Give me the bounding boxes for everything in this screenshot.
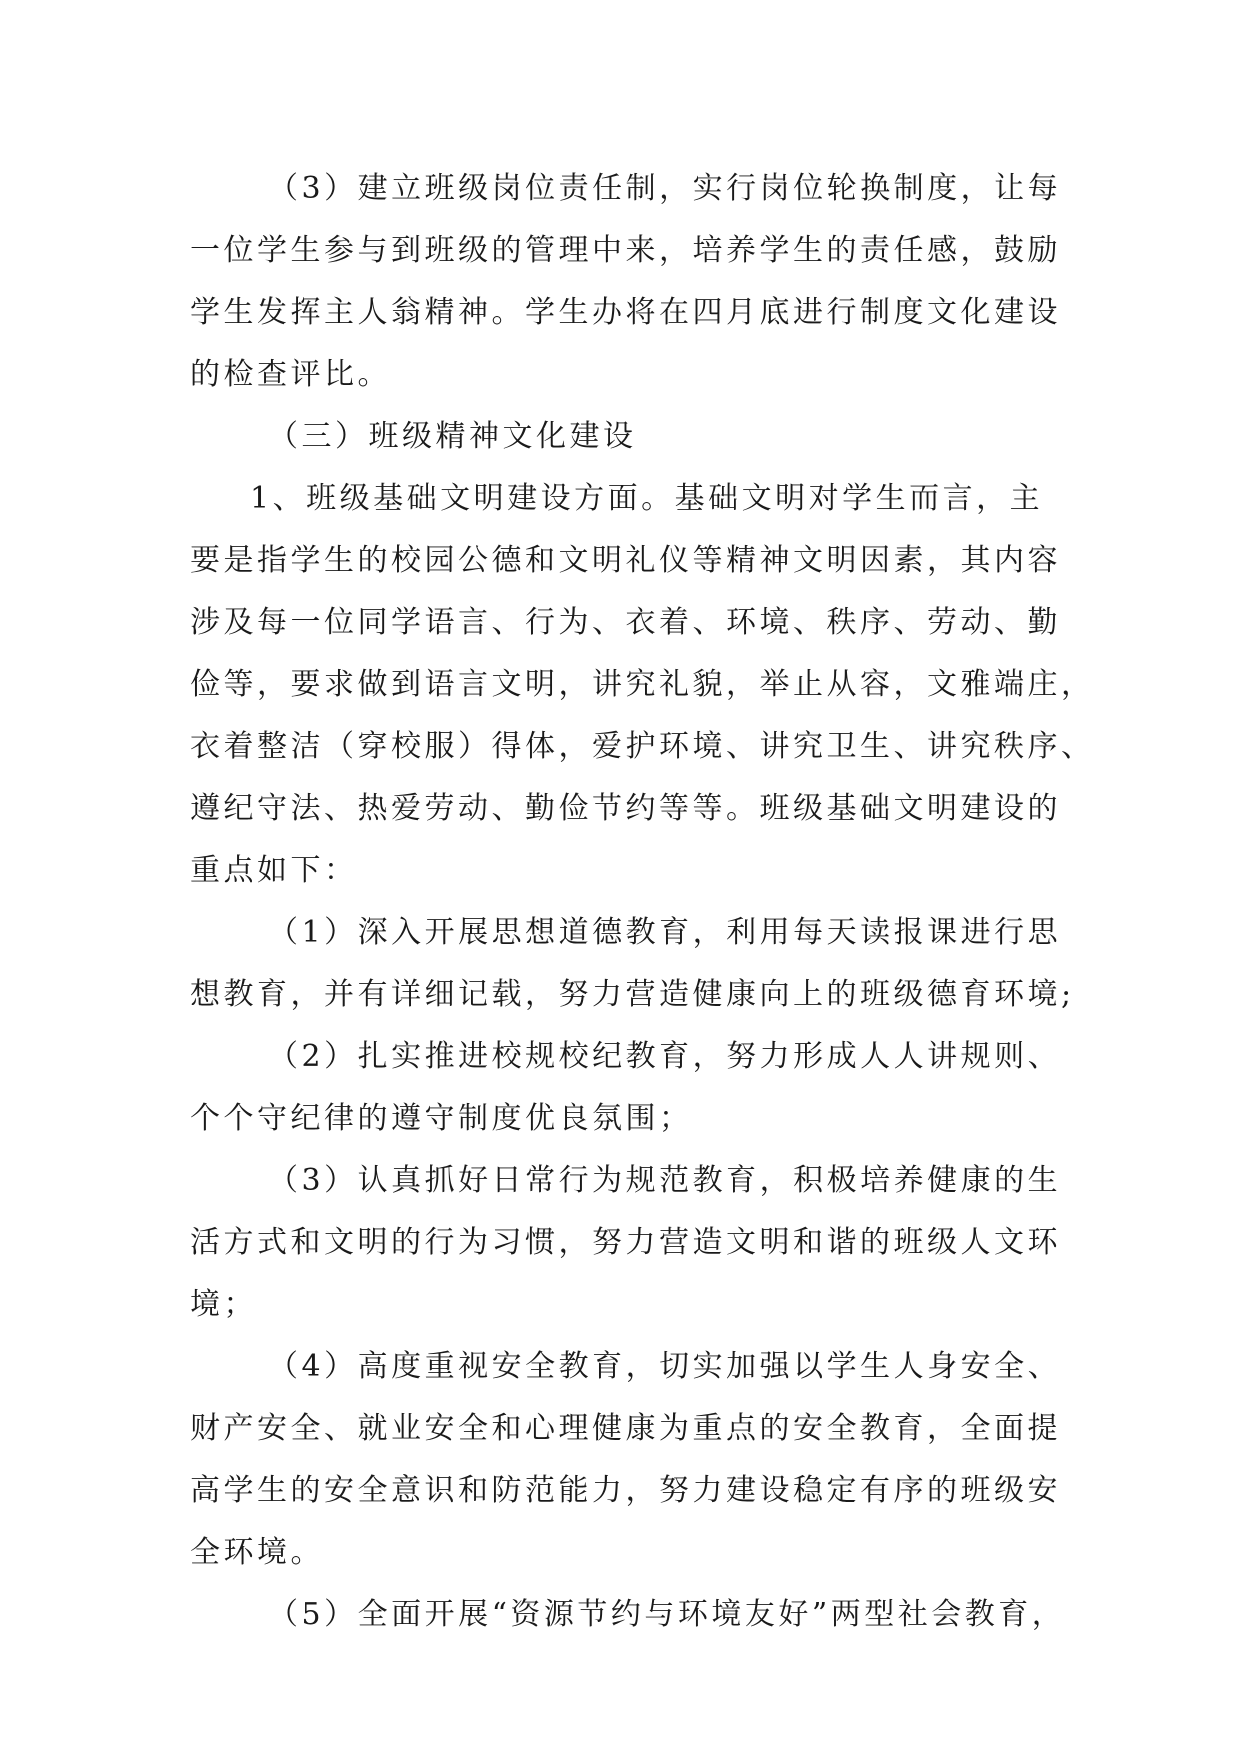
- text-line: 要是指学生的校园公德和文明礼仪等精神文明因素，其内容: [190, 543, 1061, 578]
- text-line: （3）建立班级岗位责任制，实行岗位轮换制度，让每: [268, 171, 1062, 206]
- text-line: 财产安全、就业安全和心理健康为重点的安全教育，全面提: [190, 1411, 1061, 1446]
- text-line: （3）认真抓好日常行为规范教育，积极培养健康的生: [268, 1163, 1062, 1198]
- text-line: 一位学生参与到班级的管理中来，培养学生的责任感，鼓励: [190, 233, 1061, 268]
- text-line: 遵纪守法、热爱劳动、勤俭节约等等。班级基础文明建设的: [190, 791, 1061, 826]
- text-line: （5）全面开展“资源节约与环境友好”两型社会教育，: [268, 1597, 1066, 1632]
- text-line: 个个守纪律的遵守制度优良氛围；: [190, 1101, 693, 1136]
- text-line: 境；: [190, 1287, 257, 1322]
- text-line: 高学生的安全意识和防范能力，努力建设稳定有序的班级安: [190, 1473, 1061, 1508]
- section-heading: （三）班级精神文化建设: [268, 419, 637, 454]
- text-line: 涉及每一位同学语言、行为、衣着、环境、秩序、劳动、勤: [190, 605, 1061, 640]
- text-line: 全环境。: [190, 1535, 324, 1570]
- document-body: [190, 158, 1095, 1646]
- text-line: 学生发挥主人翁精神。学生办将在四月底进行制度文化建设: [190, 295, 1061, 330]
- text-line: （2）扎实推进校规校纪教育，努力形成人人讲规则、: [268, 1039, 1062, 1074]
- text-line: 重点如下：: [190, 853, 358, 888]
- text-line: 活方式和文明的行为习惯，努力营造文明和谐的班级人文环: [190, 1225, 1061, 1260]
- text-line: 1、班级基础文明建设方面。基础文明对学生而言，主: [250, 481, 1044, 516]
- text-line: 的检查评比。: [190, 357, 391, 392]
- text-line: 想教育，并有详细记载，努力营造健康向上的班级德育环境;: [190, 977, 1075, 1012]
- text-line: 衣着整洁（穿校服）得体，爱护环境、讲究卫生、讲究秩序、: [190, 729, 1095, 764]
- text-line: （1）深入开展思想道德教育，利用每天读报课进行思: [268, 915, 1062, 950]
- text-line: 俭等，要求做到语言文明，讲究礼貌，举止从容，文雅端庄，: [190, 667, 1095, 702]
- text-line: （4）高度重视安全教育，切实加强以学生人身安全、: [268, 1349, 1062, 1384]
